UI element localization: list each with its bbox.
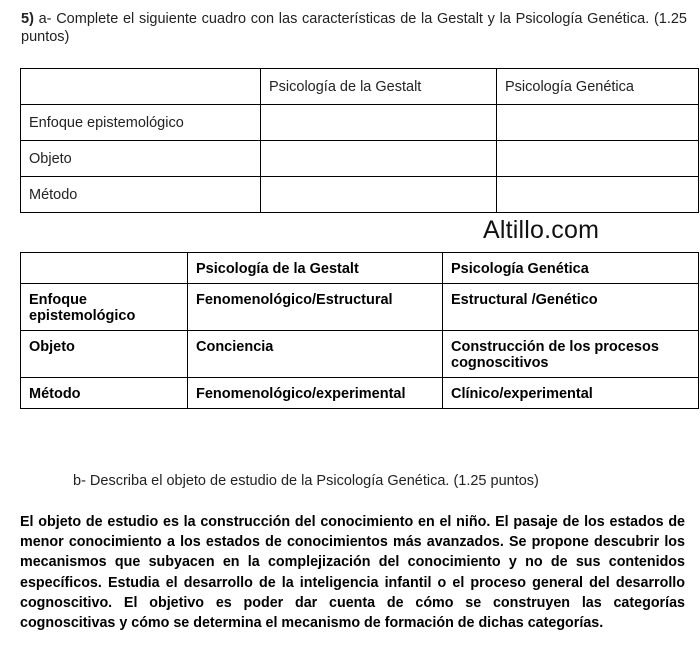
table-cell: Clínico/experimental xyxy=(443,378,699,409)
watermark-text: Altillo.com xyxy=(483,216,600,244)
table-row xyxy=(21,141,699,177)
question-text: a- Complete el siguiente cuadro con las características de la Gestalt y la Psicología Genética. (1.25 puntos) xyxy=(21,11,687,45)
table-cell xyxy=(261,105,497,141)
filled-comparison-table xyxy=(20,252,699,409)
sub-question-b: b- Describa el objeto de estudio de la Psicología Genética. (1.25 puntos) xyxy=(73,473,539,489)
row-label: Objeto xyxy=(21,331,188,378)
header-cell-empty xyxy=(21,69,261,105)
table-cell: Fenomenológico/experimental xyxy=(188,378,443,409)
header-cell-genetica: Psicología Genética xyxy=(497,69,699,105)
table-cell: Conciencia xyxy=(188,331,443,378)
table-cell xyxy=(261,177,497,213)
row-label: Método xyxy=(21,378,188,409)
table-row xyxy=(21,105,699,141)
table-row xyxy=(21,284,699,331)
question-number: 5) xyxy=(21,11,34,27)
header-cell-genetica: Psicología Genética xyxy=(443,253,699,284)
row-label: Método xyxy=(21,177,261,213)
blank-comparison-table xyxy=(20,68,699,213)
table-cell xyxy=(261,141,497,177)
row-label: Objeto xyxy=(21,141,261,177)
table-header-row xyxy=(21,253,699,284)
table-cell xyxy=(497,177,699,213)
question-5 xyxy=(21,10,687,46)
table-row xyxy=(21,331,699,378)
table-cell: Construcción de los procesos cognoscitivos xyxy=(443,331,699,378)
table-cell: Estructural /Genético xyxy=(443,284,699,331)
table-row xyxy=(21,177,699,213)
table-cell xyxy=(497,141,699,177)
header-cell-empty xyxy=(21,253,188,284)
header-cell-gestalt: Psicología de la Gestalt xyxy=(188,253,443,284)
table-cell xyxy=(497,105,699,141)
table-cell: Fenomenológico/Estructural xyxy=(188,284,443,331)
header-cell-gestalt: Psicología de la Gestalt xyxy=(261,69,497,105)
table-row xyxy=(21,378,699,409)
answer-paragraph: El objeto de estudio es la construcción del conocimiento en el niño. El pasaje de los estados de menor conocimiento a los estados de conocimientos más avanzados. Se propone descubrir los mecanismos que subyacen en la complejización del conocimiento y no de sus contenidos específicos. Estudia el desarrollo de la inteligencia infantil o el proceso general del desarrollo cognoscitivo. El objetivo es poder dar cuenta de cómo se construyen las categorías cognoscitivas y cómo se determina el mecanismo de formación de dichas categorías. xyxy=(20,514,685,632)
row-label: Enfoque epistemológico xyxy=(21,284,188,331)
table-header-row xyxy=(21,69,699,105)
row-label: Enfoque epistemológico xyxy=(21,105,261,141)
